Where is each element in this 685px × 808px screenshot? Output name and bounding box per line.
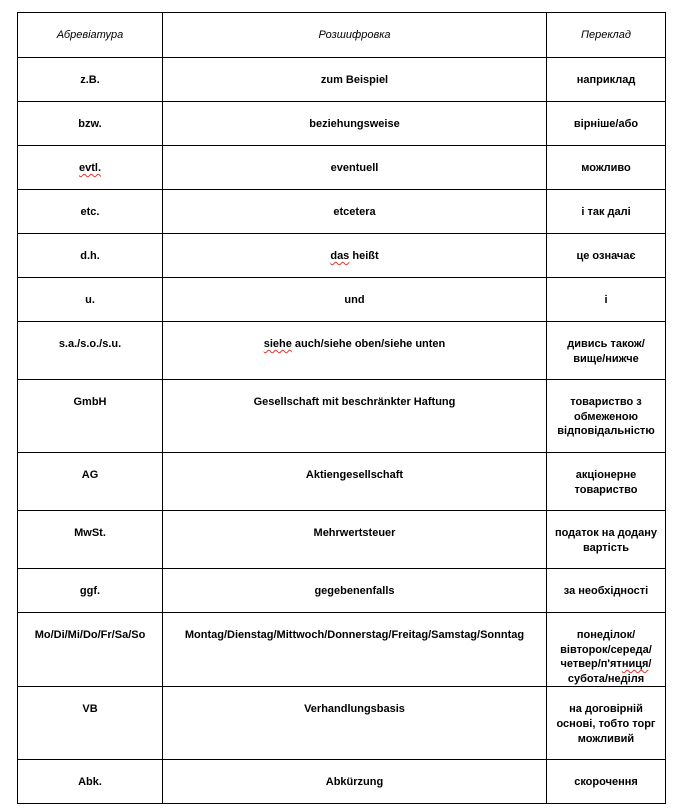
translation-cell: і — [547, 278, 666, 322]
expansion-cell — [163, 322, 547, 380]
expansion-cell: und — [163, 278, 547, 322]
abbr-cell: etc. — [18, 190, 163, 234]
translation-text: понеділок/вівторок/середа/четвер/п'ят — [560, 629, 652, 671]
translation-cell: податок на додану вартість — [547, 511, 666, 569]
expansion-cell: Montag/Dienstag/Mittwoch/Donnerstag/Freitag/Samstag/Sonntag — [163, 613, 547, 687]
abbr-cell: Abk. — [18, 760, 163, 804]
translation-text: /субота/неділя — [567, 658, 652, 685]
translation-cell: скорочення — [547, 760, 666, 804]
spellcheck-underlined-text: ниця — [621, 658, 649, 671]
expansion-cell: etcetera — [163, 190, 547, 234]
abbr-cell: s.a./s.o./s.u. — [18, 322, 163, 380]
expansion-cell: Mehrwertsteuer — [163, 511, 547, 569]
translation-cell: за необхідності — [547, 569, 666, 613]
expansion-cell: Gesellschaft mit beschränkter Haftung — [163, 380, 547, 453]
header-translation: Переклад — [547, 13, 666, 58]
table-row — [18, 613, 666, 687]
abbr-cell: AG — [18, 453, 163, 511]
table-row — [18, 322, 666, 380]
expansion-cell: Verhandlungsbasis — [163, 687, 547, 760]
expansion-cell: Aktiengesellschaft — [163, 453, 547, 511]
header-expansion: Розшифровка — [163, 13, 547, 58]
abbr-cell: GmbH — [18, 380, 163, 453]
expansion-cell: zum Beispiel — [163, 58, 547, 102]
abbr-cell: Mo/Di/Mi/Do/Fr/Sa/So — [18, 613, 163, 687]
expansion-cell: gegebenenfalls — [163, 569, 547, 613]
spellcheck-underlined-text: siehe — [263, 338, 292, 350]
abbr-cell: MwSt. — [18, 511, 163, 569]
abbr-cell: bzw. — [18, 102, 163, 146]
translation-cell: акціонерне товариство — [547, 453, 666, 511]
translation-cell: дивись також/вище/нижче — [547, 322, 666, 380]
abbr-cell — [18, 146, 163, 190]
table-row — [18, 58, 666, 102]
expansion-cell: eventuell — [163, 146, 547, 190]
abbr-cell: VB — [18, 687, 163, 760]
expansion-cell: beziehungsweise — [163, 102, 547, 146]
table-row — [18, 190, 666, 234]
table-row — [18, 569, 666, 613]
spellcheck-underlined-text: evtl. — [78, 162, 101, 174]
translation-cell — [547, 613, 666, 687]
expansion-text: heißt — [349, 250, 379, 262]
table-row — [18, 687, 666, 760]
abbr-cell: z.B. — [18, 58, 163, 102]
table-row — [18, 760, 666, 804]
table-row — [18, 102, 666, 146]
translation-cell: і так далі — [547, 190, 666, 234]
table-row — [18, 453, 666, 511]
table-row — [18, 278, 666, 322]
translation-cell: на договірній основі, тобто торг можливий — [547, 687, 666, 760]
translation-cell: це означає — [547, 234, 666, 278]
expansion-cell: Abkürzung — [163, 760, 547, 804]
translation-cell: товариство з обмеженою відповідальністю — [547, 380, 666, 453]
table-header-row — [18, 13, 666, 58]
expansion-cell — [163, 234, 547, 278]
abbr-cell: d.h. — [18, 234, 163, 278]
header-abbreviation: Абревіатура — [18, 13, 163, 58]
table-row — [18, 511, 666, 569]
table-row — [18, 146, 666, 190]
expansion-text: auch/siehe oben/siehe unten — [291, 338, 446, 350]
table-row — [18, 380, 666, 453]
abbr-cell: u. — [18, 278, 163, 322]
translation-cell: вірніше/або — [547, 102, 666, 146]
spellcheck-underlined-text: das — [330, 250, 350, 262]
abbreviations-table — [17, 12, 666, 804]
translation-cell: можливо — [547, 146, 666, 190]
table-row — [18, 234, 666, 278]
translation-cell: наприклад — [547, 58, 666, 102]
abbr-cell: ggf. — [18, 569, 163, 613]
